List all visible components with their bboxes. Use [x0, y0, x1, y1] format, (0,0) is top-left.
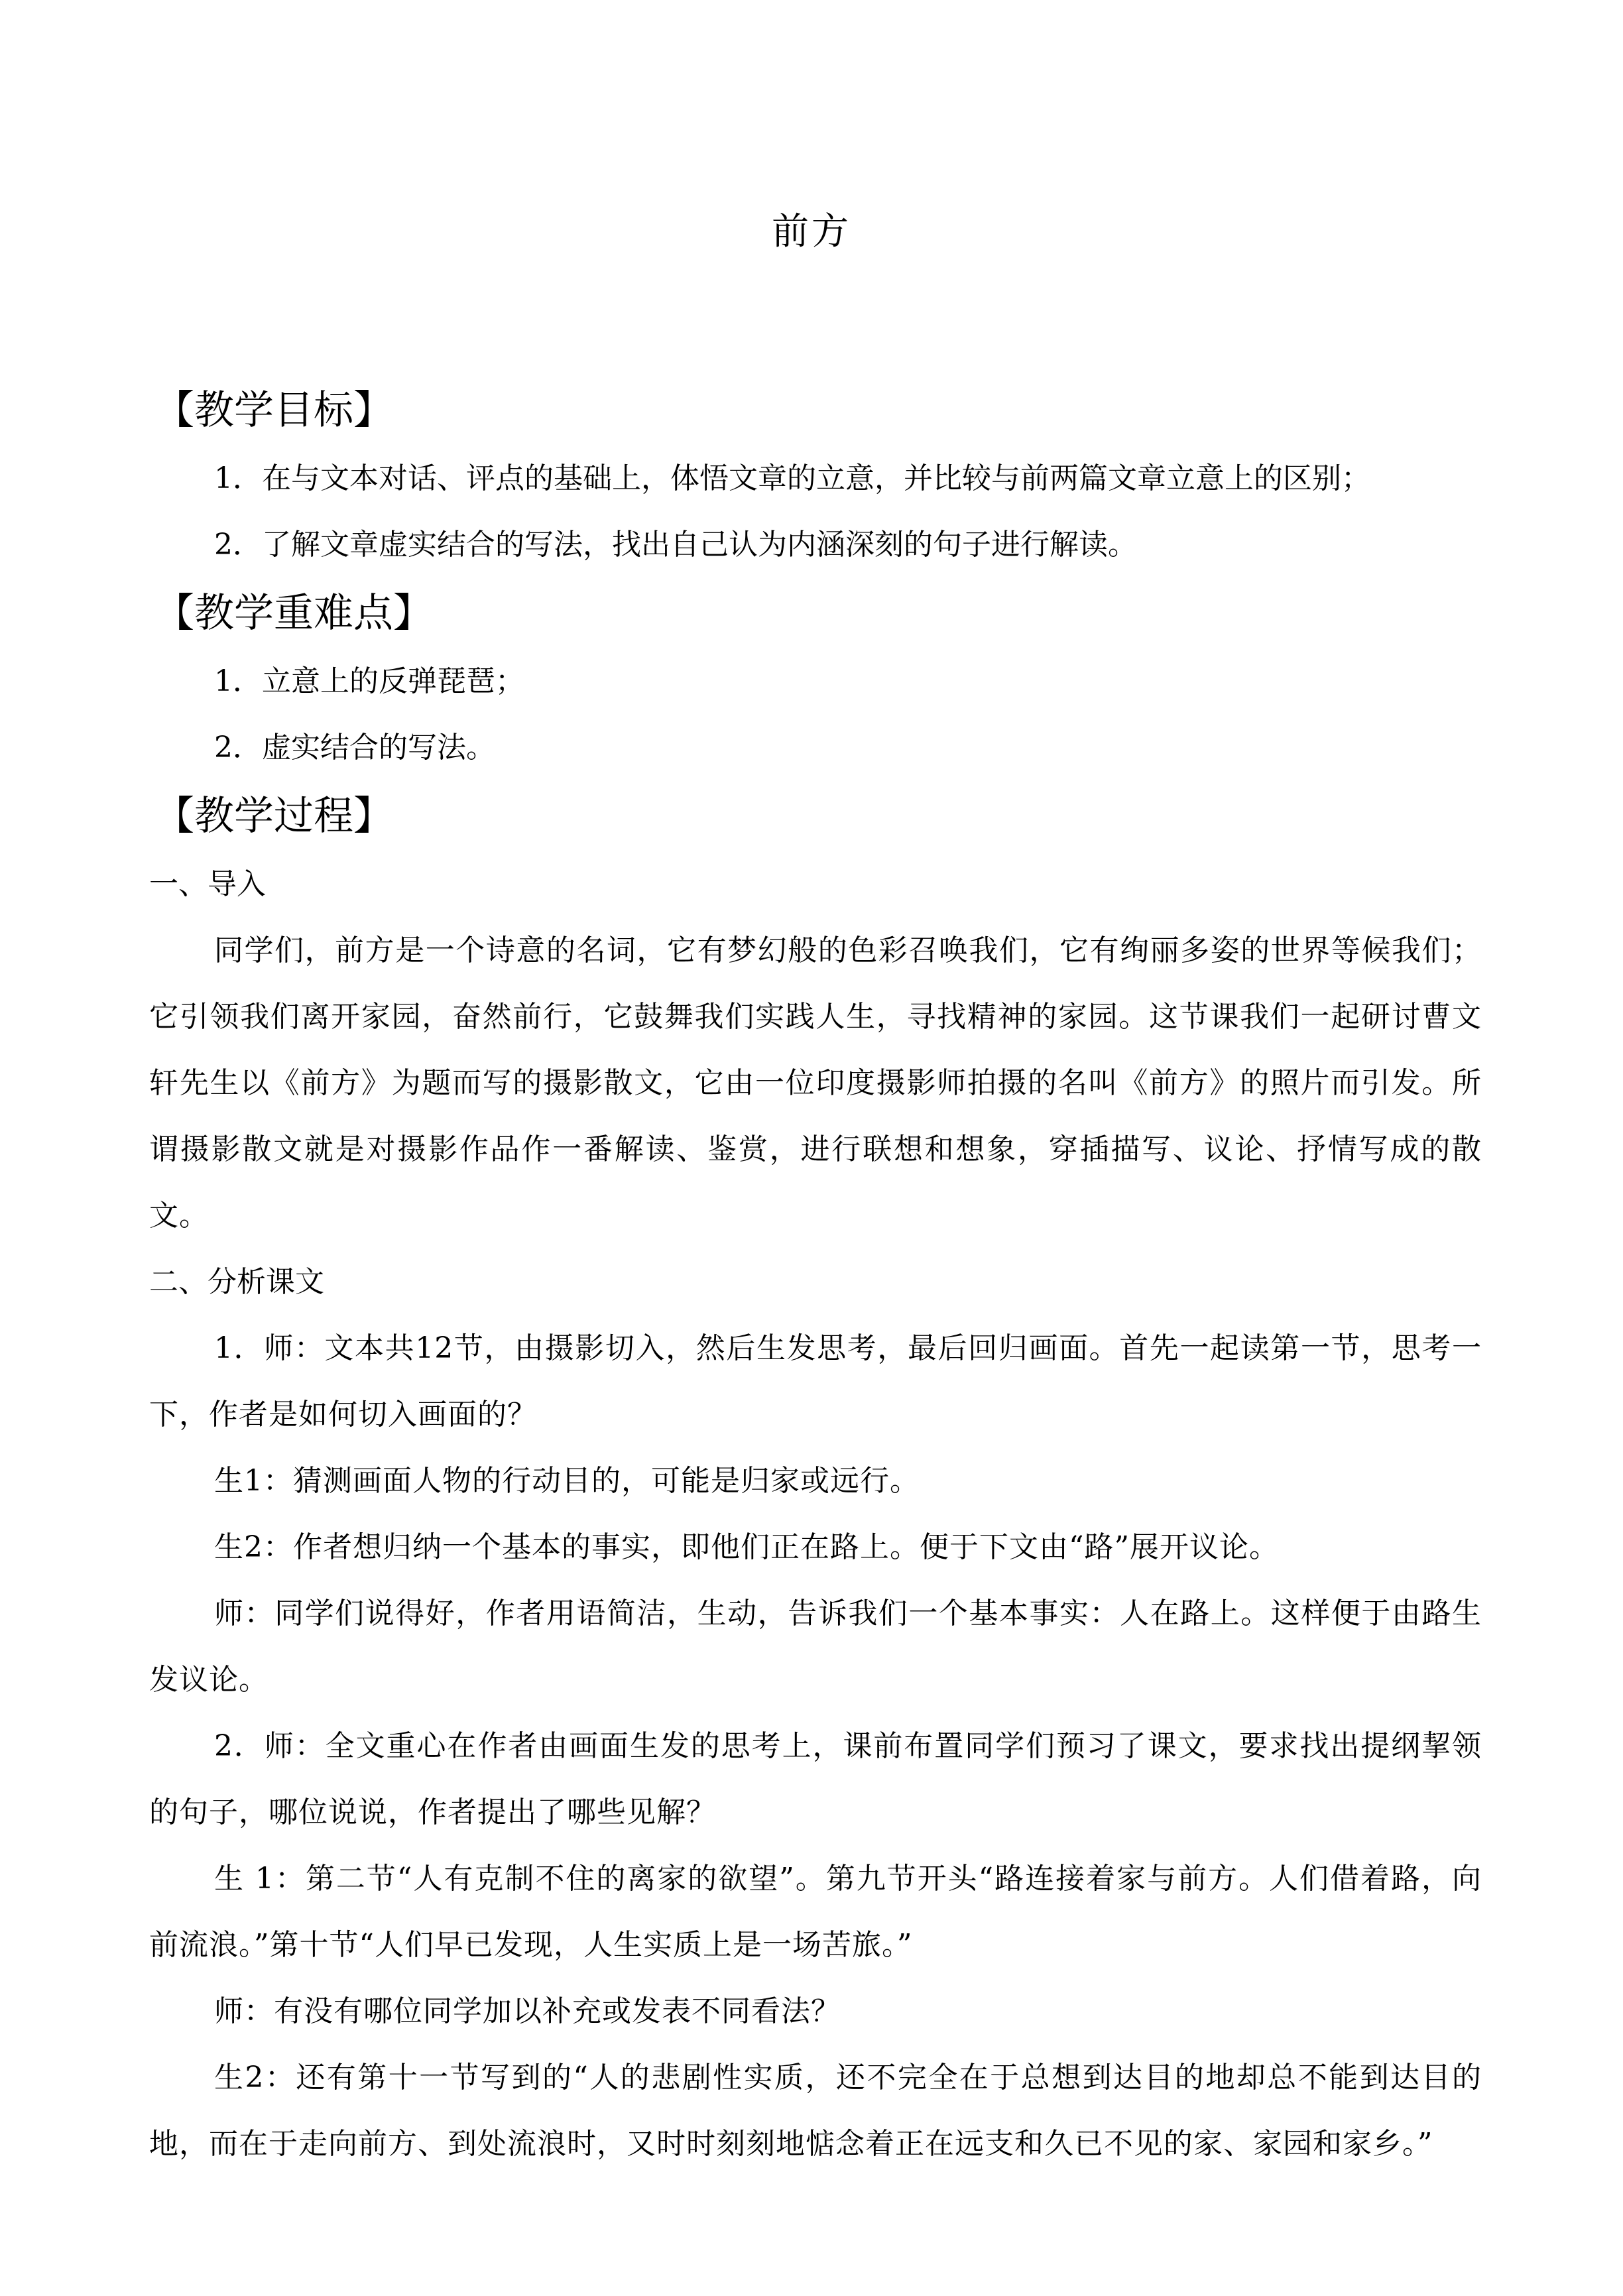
difficulty-item-2: 2．虚实结合的写法。 [214, 731, 495, 764]
analysis-paragraph-4: 师：同学们说得好，作者用语简洁，生动，告诉我们一个基本事实：人在路上。这样便于由路生发议论。 [149, 1597, 1482, 1697]
objectives-heading: 【教学目标】 [154, 387, 393, 434]
analysis-paragraph-7: 师：有没有哪位同学加以补充或发表不同看法？ [214, 1994, 841, 2028]
objective-item-2: 2．了解文章虚实结合的写法，找出自己认为内涵深刻的句子进行解读。 [214, 528, 1137, 562]
objective-item-1: 1．在与文本对话、评点的基础上，体悟文章的立意，并比较与前两篇文章立意上的区别； [214, 461, 1370, 495]
document-body [149, 375, 1482, 2177]
analysis-paragraph-6: 生 1：第二节“人有克制不住的离家的欲望”。第九节开头“路连接着家与前方。人们借着路，向前流浪。”第十节“人们早已发现，人生实质上是一场苦旅。” [149, 1862, 1482, 1962]
analysis-paragraph-1: 1．师：文本共12节，由摄影切入，然后生发思考，最后回归画面。首先一起读第一节，思考一下，作者是如何切入画面的？ [149, 1331, 1482, 1431]
difficulties-heading: 【教学重难点】 [154, 590, 433, 636]
difficulty-item-1: 1．立意上的反弹琵琶； [214, 664, 524, 698]
page-title: 前方 [772, 210, 851, 253]
analysis-paragraph-3: 生2：作者想归纳一个基本的事实，即他们正在路上。便于下文由“路”展开议论。 [214, 1530, 1279, 1564]
part1-heading: 一、导入 [149, 867, 266, 901]
analysis-paragraph-2: 生1：猜测画面人物的行动目的，可能是归家或远行。 [214, 1464, 920, 1498]
part2-heading: 二、分析课文 [149, 1265, 324, 1299]
analysis-paragraph-5: 2．师：全文重心在作者由画面生发的思考上，课前布置同学们预习了课文，要求找出提纲挈领的句子，哪位说说，作者提出了哪些见解？ [149, 1729, 1482, 1829]
analysis-paragraph-8: 生2：还有第十一节写到的“人的悲剧性实质，还不完全在于总想到达目的地却总不能到达目的地，而在于走向前方、到处流浪时，又时时刻刻地惦念着正在远支和久已不见的家、家园和家乡。” [149, 2061, 1482, 2161]
process-heading: 【教学过程】 [154, 793, 393, 839]
intro-paragraph: 同学们，前方是一个诗意的名词，它有梦幻般的色彩召唤我们，它有绚丽多姿的世界等候我们；它引领我们离开家园，奋然前行，它鼓舞我们实践人生，寻找精神的家园。这节课我们一起研讨曹文轩先生以《前方》为题而写的摄影散文，它由一位印度摄影师拍摄的名叫《前方》的照片而引发。所谓摄影散文就是对摄影作品作一番解读、鉴赏，进行联想和想象，穿插描写、议论、抒情写成的散文。 [149, 934, 1482, 1233]
